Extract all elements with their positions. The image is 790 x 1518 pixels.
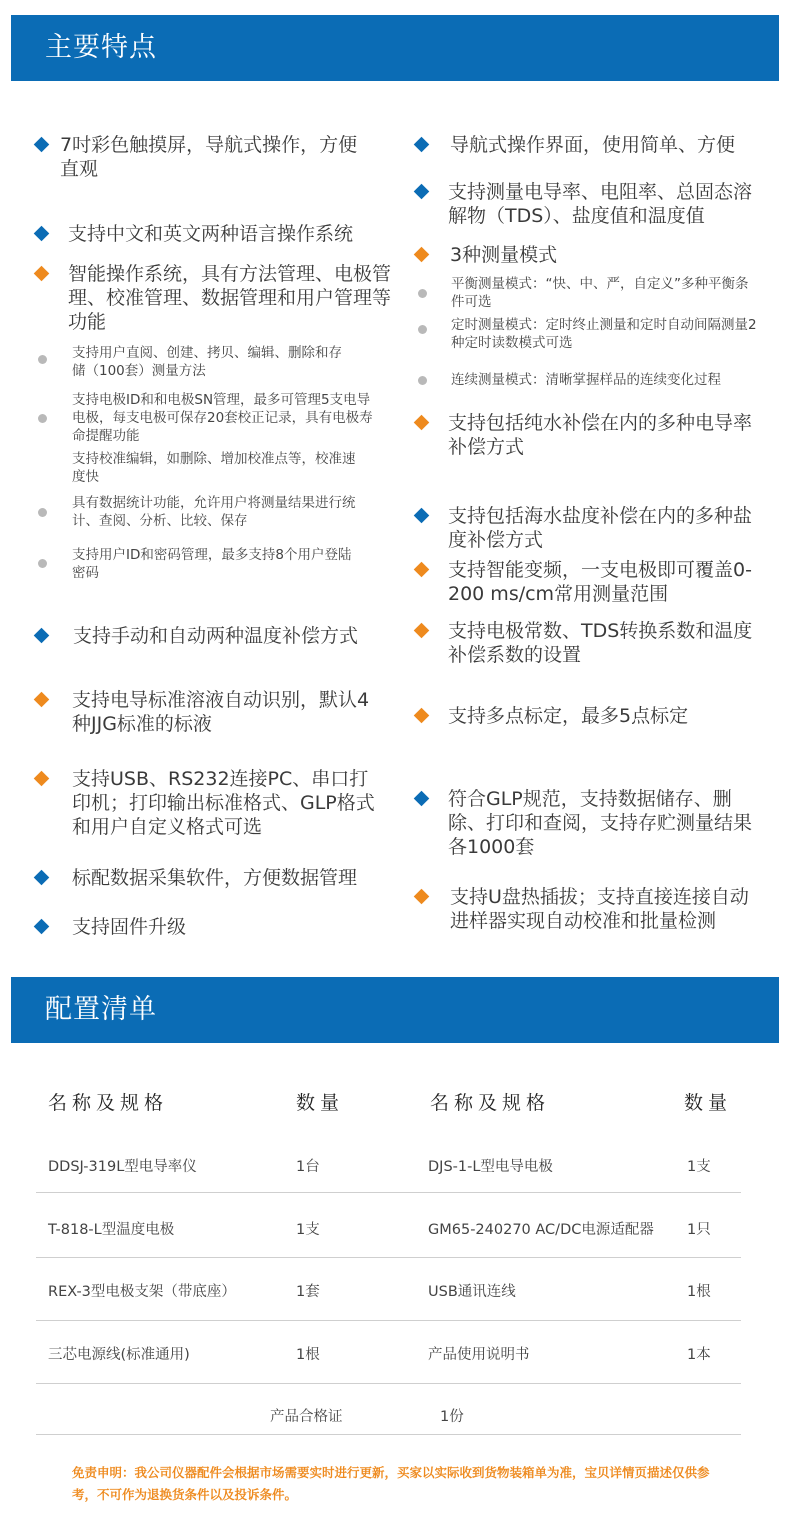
- config-title: 配置清单: [45, 994, 157, 1025]
- gray-dot-icon: [418, 289, 427, 298]
- config-banner: [11, 977, 779, 1043]
- orange-diamond-icon: [414, 708, 430, 724]
- table-header-name: 名称及规格: [48, 1092, 169, 1114]
- feature-item: 支持智能变频，一支电极即可覆盖0-200 ms/cm常用测量范围: [412, 558, 762, 606]
- gray-dot-icon: [418, 376, 427, 385]
- blue-diamond-icon: [34, 226, 50, 242]
- feature-item: 支持测量电导率、电阻率、总固态溶解物（TDS）、盐度值和温度值: [412, 180, 762, 228]
- features-title: 主要特点: [45, 32, 157, 63]
- blue-diamond-icon: [414, 508, 430, 524]
- table-header-qty: 数量: [296, 1092, 345, 1114]
- feature-item: 标配数据采集软件，方便数据管理: [32, 866, 394, 890]
- blue-diamond-icon: [414, 791, 430, 807]
- feature-subitem: 支持用户直阅、创建、拷贝、编辑、删除和存储（100套）测量方法: [32, 344, 352, 380]
- feature-item: 支持包括纯水补偿在内的多种电导率补偿方式: [412, 411, 757, 459]
- table-cell: 1根: [687, 1284, 711, 1300]
- feature-subitem: 支持校准编辑，如删除、增加校准点等，校准速度快: [72, 451, 356, 485]
- orange-diamond-icon: [414, 415, 430, 431]
- orange-diamond-icon: [414, 247, 430, 263]
- feature-subitem: 平衡测量模式：“快、中、严，自定义”多种平衡条件可选: [412, 275, 752, 311]
- row-divider: [36, 1257, 741, 1258]
- table-cell: 1支: [296, 1222, 320, 1238]
- table-cell: USB通讯连线: [428, 1284, 516, 1300]
- blue-diamond-icon: [414, 184, 430, 200]
- feature-subitem: 定时测量模式：定时终止测量和定时自动间隔测量2种定时读数模式可选: [412, 316, 757, 352]
- gray-dot-icon: [38, 355, 47, 364]
- table-cell: 产品使用说明书: [428, 1347, 530, 1363]
- table-cell: T-818-L型温度电极: [48, 1222, 175, 1238]
- blue-diamond-icon: [34, 628, 50, 644]
- table-cell: REX-3型电极支架（带底座）: [48, 1284, 236, 1300]
- blue-diamond-icon: [414, 137, 430, 153]
- feature-item: 支持U盘热插拔；支持直接连接自动进样器实现自动校准和批量检测: [412, 885, 762, 933]
- table-cell: 1台: [296, 1159, 320, 1175]
- blue-diamond-icon: [34, 870, 50, 886]
- disclaimer-text: 免责申明：我公司仪器配件会根据市场需要实时进行更新，买家以实际收到货物装箱单为准，宝贝详情页描述仅供参考，不可作为退换货条件以及投诉条件。: [72, 1465, 710, 1502]
- feature-item: 支持固件升级: [32, 915, 394, 939]
- table-header-qty: 数量: [684, 1092, 733, 1114]
- table-cell: 产品合格证: [270, 1409, 343, 1425]
- feature-item: 符合GLP规范，支持数据储存、删除、打印和查阅，支持存贮测量结果各1000套: [412, 787, 757, 859]
- orange-diamond-icon: [414, 623, 430, 639]
- feature-subitem: 支持电极ID和和电极SN管理，最多可管理5支电导电极，每支电极可保存20套校正记录，具有电极寿命提醒功能: [32, 391, 382, 445]
- table-cell: 1份: [440, 1409, 464, 1425]
- features-banner: [11, 15, 779, 81]
- orange-diamond-icon: [34, 692, 50, 708]
- feature-item: 3种测量模式: [412, 243, 752, 267]
- feature-item: 支持中文和英文两种语言操作系统: [32, 222, 392, 246]
- table-cell: 1套: [296, 1284, 320, 1300]
- gray-dot-icon: [38, 414, 47, 423]
- table-header-name: 名称及规格: [430, 1092, 551, 1114]
- orange-diamond-icon: [34, 771, 50, 787]
- orange-diamond-icon: [34, 266, 50, 282]
- table-cell: 1根: [296, 1347, 320, 1363]
- feature-item: 导航式操作界面，使用简单、方便: [412, 133, 772, 157]
- row-divider: [36, 1192, 741, 1193]
- feature-item: 支持电极常数、TDS转换系数和温度补偿系数的设置: [412, 619, 757, 667]
- table-cell: 1只: [687, 1222, 711, 1238]
- orange-diamond-icon: [414, 889, 430, 905]
- gray-dot-icon: [38, 559, 47, 568]
- blue-diamond-icon: [34, 137, 50, 153]
- gray-dot-icon: [418, 325, 427, 334]
- feature-item: 智能操作系统，具有方法管理、电极管理、校准管理、数据管理和用户管理等功能: [32, 262, 394, 334]
- feature-item: 支持多点标定，最多5点标定: [412, 704, 762, 728]
- table-cell: 1支: [687, 1159, 711, 1175]
- table-cell: GM65-240270 AC/DC电源适配器: [428, 1222, 654, 1238]
- feature-item: 支持包括海水盐度补偿在内的多种盐度补偿方式: [412, 504, 757, 552]
- feature-item: 7吋彩色触摸屏，导航式操作，方便直观: [32, 133, 362, 181]
- feature-item: 支持电导标准溶液自动识别，默认4种JJG标准的标液: [32, 688, 380, 736]
- row-divider: [36, 1383, 741, 1384]
- orange-diamond-icon: [414, 562, 430, 578]
- feature-item: 支持USB、RS232连接PC、串口打印机；打印输出标准格式、GLP格式和用户自定义格式可选: [32, 767, 384, 839]
- feature-item: 支持手动和自动两种温度补偿方式: [32, 624, 394, 648]
- feature-subitem: 支持用户ID和密码管理，最多支持8个用户登陆密码: [32, 546, 362, 582]
- blue-diamond-icon: [34, 919, 50, 935]
- row-divider: [36, 1320, 741, 1321]
- feature-subitem: 连续测量模式：清晰掌握样品的连续变化过程: [412, 371, 757, 389]
- table-cell: DJS-1-L型电导电极: [428, 1159, 553, 1175]
- row-divider: [36, 1434, 741, 1435]
- gray-dot-icon: [38, 508, 47, 517]
- table-cell: DDSJ-319L型电导率仪: [48, 1159, 197, 1175]
- feature-subitem: 具有数据统计功能，允许用户将测量结果进行统计、查阅、分析、比较、保存: [32, 494, 382, 530]
- table-cell: 1本: [687, 1347, 711, 1363]
- table-cell: 三芯电源线(标准通用): [48, 1347, 190, 1363]
